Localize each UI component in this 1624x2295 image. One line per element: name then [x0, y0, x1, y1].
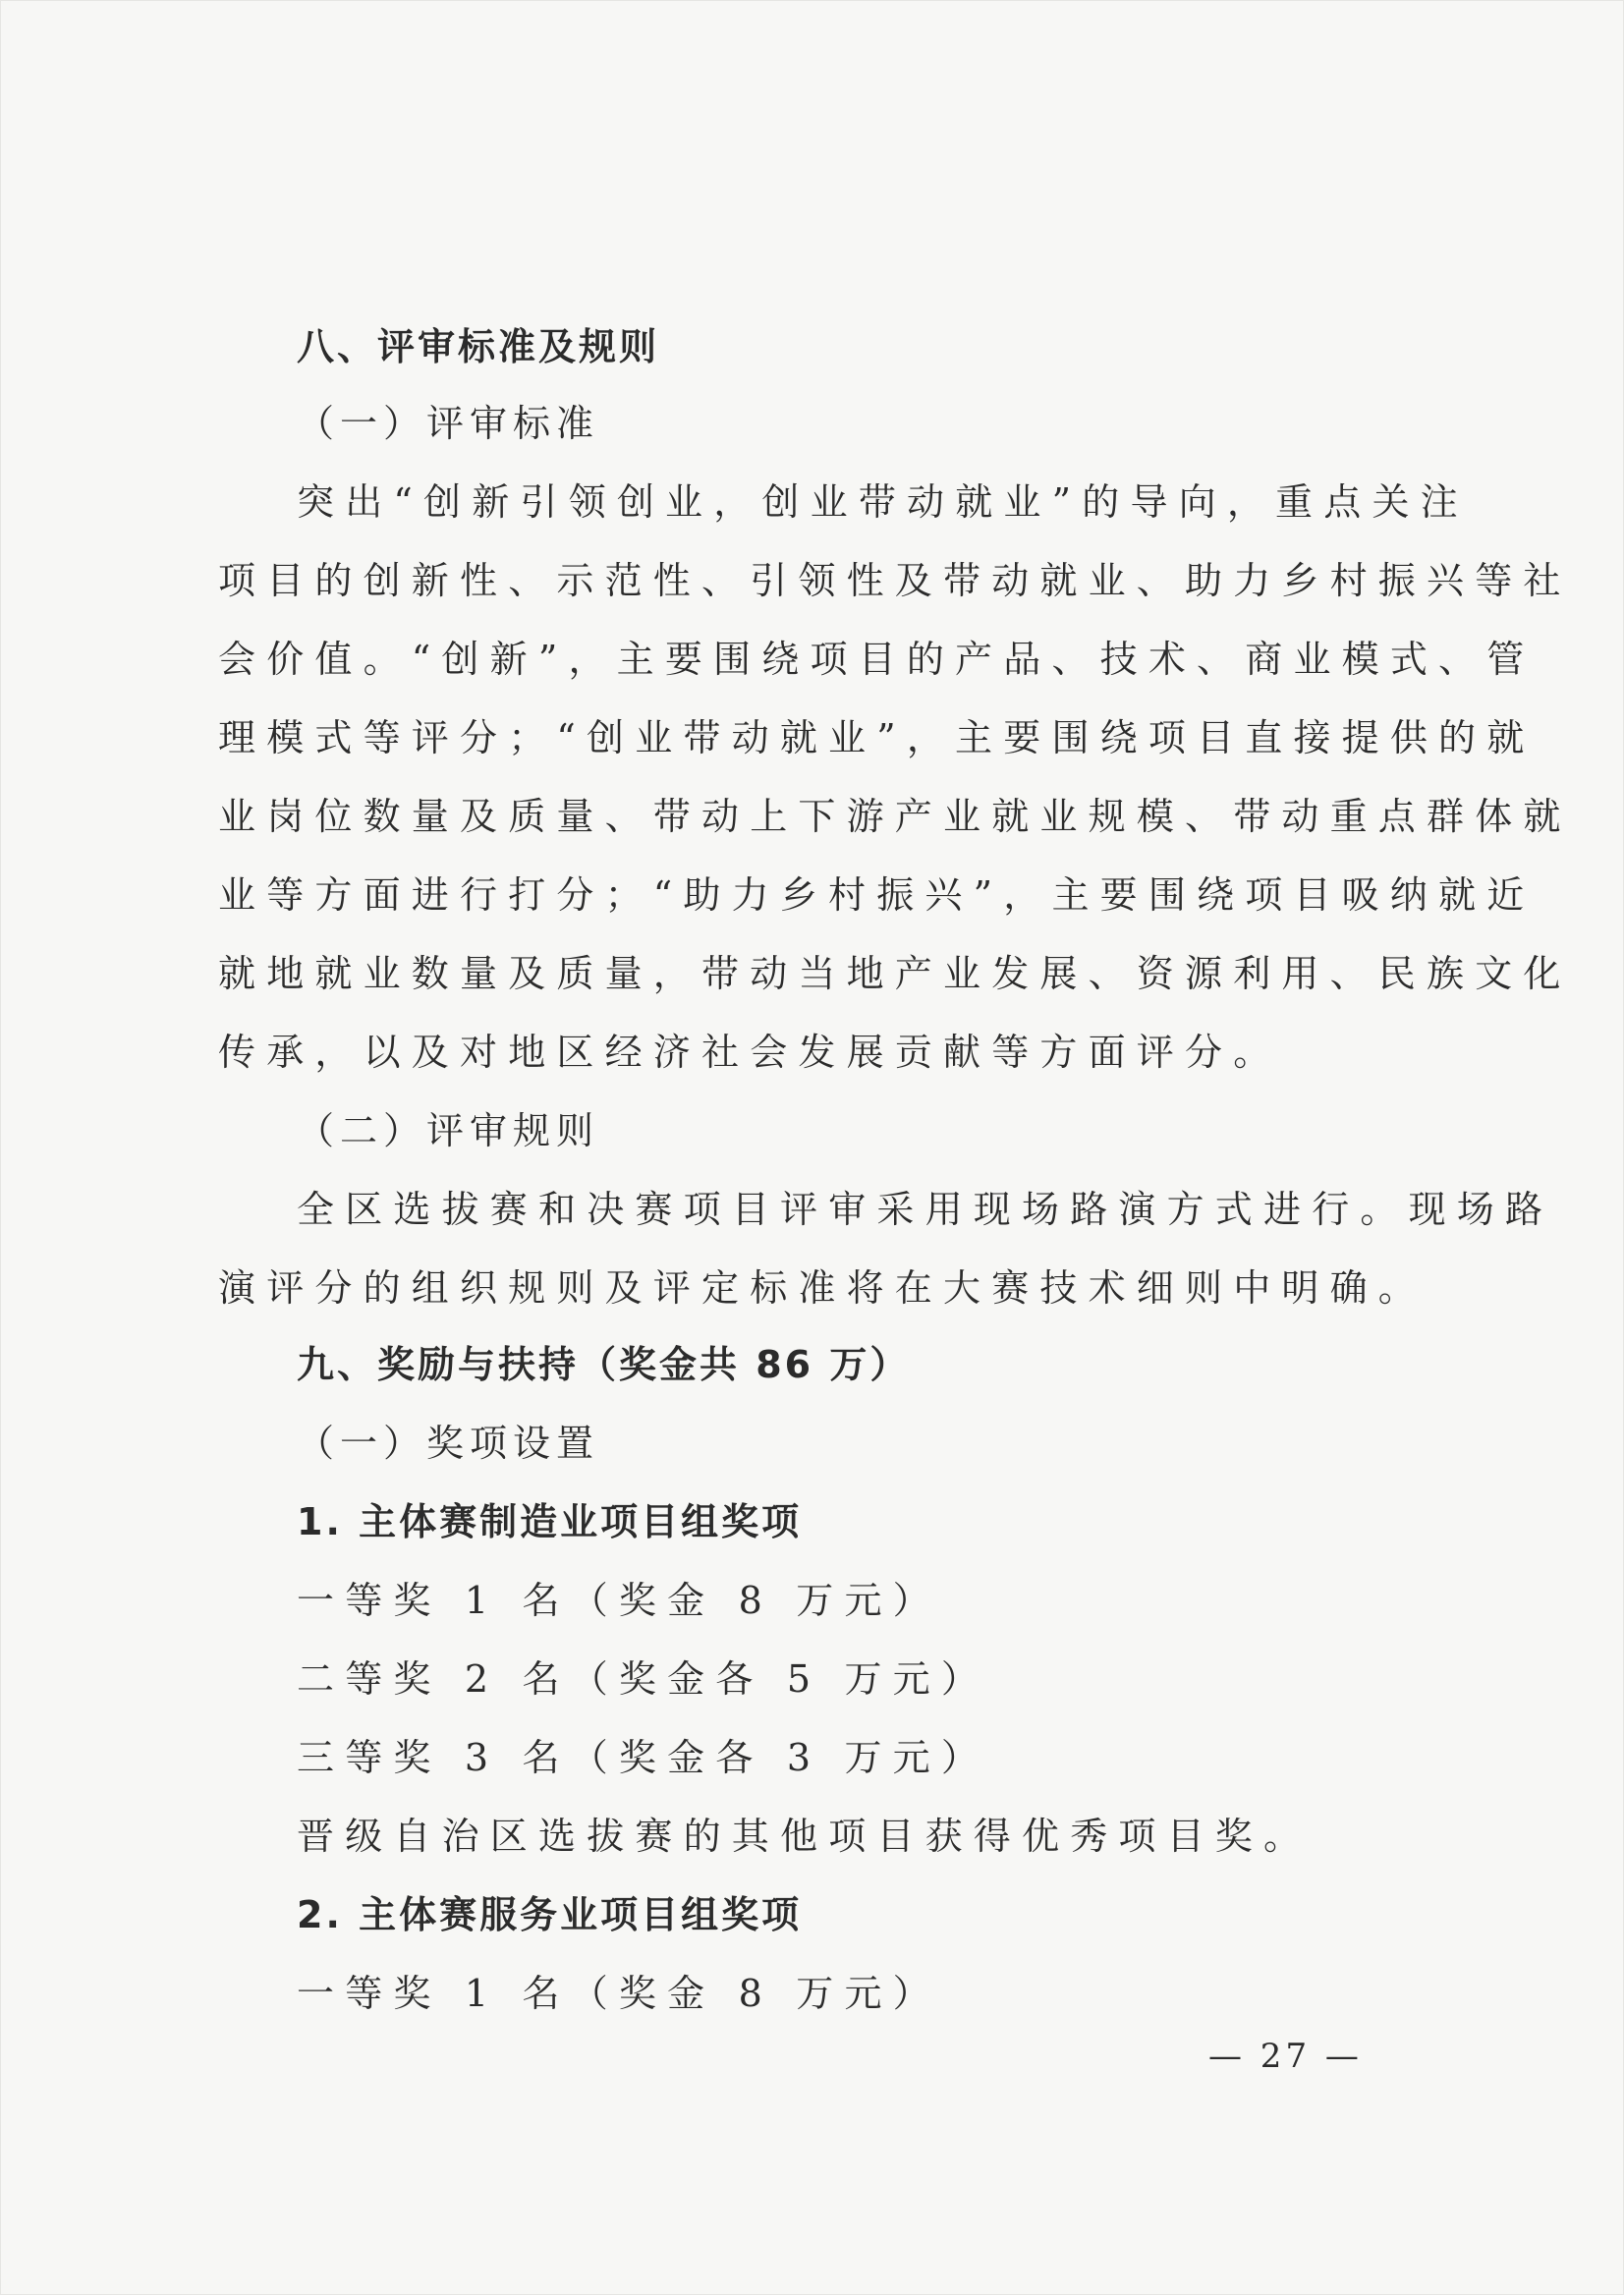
section-8-sub-2-line-2: 演评分的组织规则及评定标准将在大赛技术细则中明确。 [218, 1266, 1428, 1310]
section-8-sub-1-title: （一）评审标准 [297, 402, 600, 445]
group-2-title: 2. 主体赛服务业项目组奖项 [297, 1893, 803, 1936]
section-8-sub-1-line-1: 突出“创新引领创业，创业带动就业”的导向，重点关注 [297, 480, 1469, 524]
group-1-title: 1. 主体赛制造业项目组奖项 [297, 1500, 803, 1543]
group-1-item-4: 晋级自治区选拔赛的其他项目获得优秀项目奖。 [297, 1815, 1313, 1858]
group-1-item-2: 二等奖 2 名（奖金各 5 万元） [297, 1657, 990, 1701]
group-1-item-1: 一等奖 1 名（奖金 8 万元） [297, 1579, 941, 1622]
section-8-sub-1-line-8: 传承，以及对地区经济社会发展贡献等方面评分。 [218, 1031, 1282, 1074]
section-8-sub-2-line-1: 全区选拔赛和决赛项目评审采用现场路演方式进行。现场路 [297, 1188, 1554, 1231]
page-number: — 27 — [1208, 2037, 1363, 2076]
section-9-sub-1-title: （一）奖项设置 [297, 1422, 600, 1465]
section-8-sub-1-line-4: 理模式等评分；“创业带动就业”，主要围绕项目直接提供的就 [218, 716, 1536, 759]
section-8-title: 八、评审标准及规则 [297, 325, 660, 368]
group-1-item-3: 三等奖 3 名（奖金各 3 万元） [297, 1736, 990, 1779]
section-8-sub-1-line-6: 业等方面进行打分；“助力乡村振兴”，主要围绕项目吸纳就近 [218, 873, 1536, 917]
section-8-sub-1-line-5: 业岗位数量及质量、带动上下游产业就业规模、带动重点群体就 [218, 795, 1572, 838]
section-8-sub-1-line-3: 会价值。“创新”，主要围绕项目的产品、技术、商业模式、管 [218, 638, 1536, 681]
section-8-sub-1-line-7: 就地就业数量及质量，带动当地产业发展、资源利用、民族文化 [218, 952, 1572, 995]
section-8-sub-2-title: （二）评审规则 [297, 1109, 600, 1152]
group-2-item-1: 一等奖 1 名（奖金 8 万元） [297, 1972, 941, 2015]
section-9-title: 九、奖励与扶持（奖金共 86 万） [297, 1343, 911, 1386]
section-8-sub-1-line-2: 项目的创新性、示范性、引领性及带动就业、助力乡村振兴等社 [218, 559, 1572, 602]
